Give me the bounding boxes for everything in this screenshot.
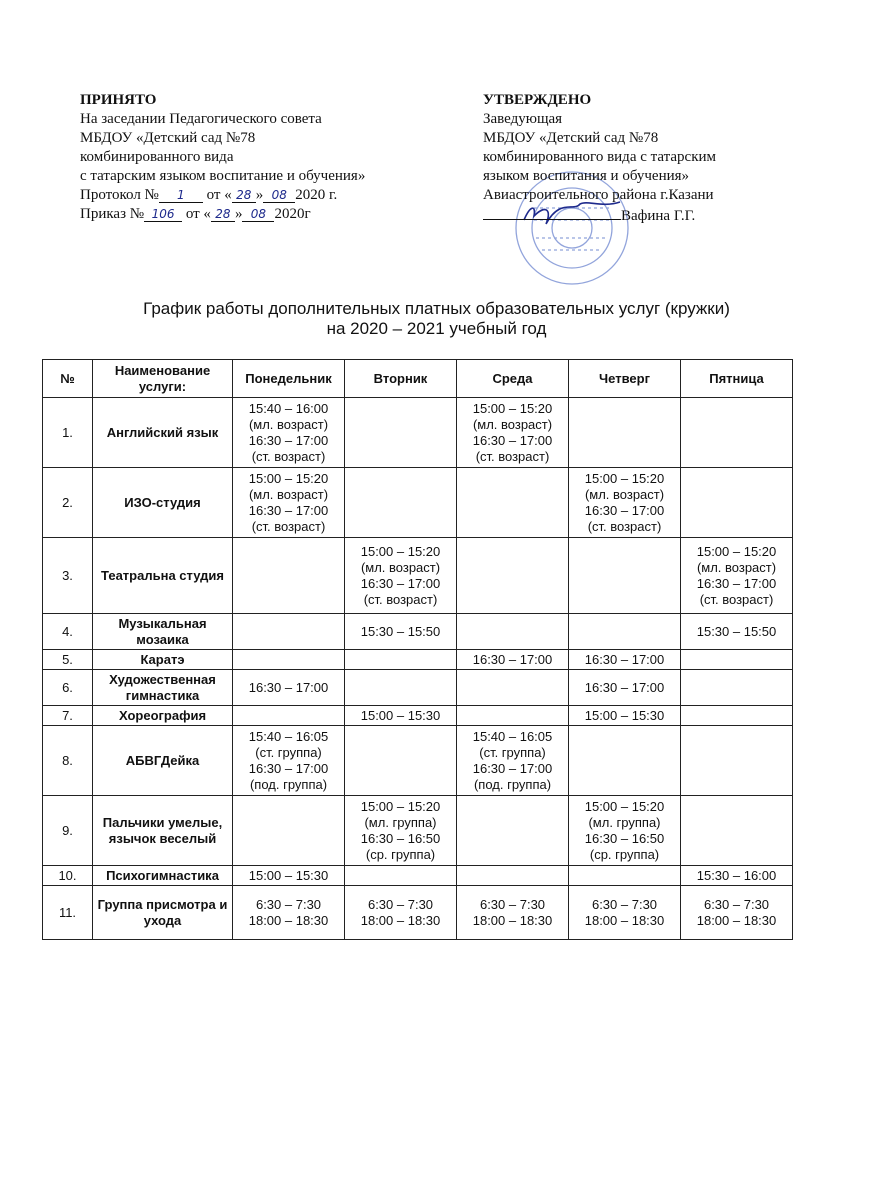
order-month: 08	[242, 207, 274, 222]
row-number: 3.	[43, 538, 93, 614]
row-number: 2.	[43, 468, 93, 538]
table-row	[43, 468, 793, 538]
row-number: 4.	[43, 614, 93, 650]
table-row	[43, 886, 793, 940]
service-name: Каратэ	[93, 650, 233, 670]
right-line-3: комбинированного вида с татарским	[483, 149, 716, 165]
schedule-cell-wednesday	[457, 538, 569, 614]
row-number: 6.	[43, 670, 93, 706]
schedule-cell-monday: 6:30 – 7:30 18:00 – 18:30	[233, 886, 345, 940]
order-day: 28	[211, 207, 235, 222]
schedule-cell-wednesday	[457, 796, 569, 866]
schedule-cell-friday: 15:30 – 16:00	[681, 866, 793, 886]
schedule-cell-wednesday: 6:30 – 7:30 18:00 – 18:30	[457, 886, 569, 940]
schedule-cell-wednesday	[457, 866, 569, 886]
right-line-1: Заведующая	[483, 111, 563, 127]
schedule-cell-thursday	[569, 866, 681, 886]
signer-name: Вафина Г.Г.	[621, 208, 696, 224]
protocol-number: 1	[159, 188, 203, 203]
protocol-line	[80, 186, 440, 205]
protocol-prefix: Протокол №	[80, 187, 159, 203]
service-name: Английский язык	[93, 398, 233, 468]
row-number: 9.	[43, 796, 93, 866]
schedule-cell-friday	[681, 726, 793, 796]
left-line-2: МБДОУ «Детский сад №78	[80, 130, 256, 146]
schedule-cell-friday: 15:30 – 15:50	[681, 614, 793, 650]
schedule-cell-wednesday: 15:00 – 15:20 (мл. возраст) 16:30 – 17:00 (ст. возраст)	[457, 398, 569, 468]
schedule-cell-tuesday: 15:00 – 15:30	[345, 706, 457, 726]
table-row	[43, 614, 793, 650]
table-row	[43, 670, 793, 706]
schedule-cell-thursday	[569, 726, 681, 796]
schedule-cell-wednesday: 15:40 – 16:05 (ст. группа) 16:30 – 17:00 (под. группа)	[457, 726, 569, 796]
schedule-cell-monday	[233, 650, 345, 670]
header-number: №	[43, 360, 93, 398]
service-name: Группа присмотра и ухода	[93, 886, 233, 940]
table-row	[43, 650, 793, 670]
table-row	[43, 706, 793, 726]
left-line-3: комбинированного вида	[80, 149, 234, 165]
schedule-cell-thursday	[569, 538, 681, 614]
schedule-cell-tuesday: 15:00 – 15:20 (мл. возраст) 16:30 – 17:00 (ст. возраст)	[345, 538, 457, 614]
row-number: 1.	[43, 398, 93, 468]
schedule-cell-tuesday	[345, 398, 457, 468]
schedule-cell-thursday: 6:30 – 7:30 18:00 – 18:30	[569, 886, 681, 940]
row-number: 7.	[43, 706, 93, 726]
header-friday: Пятница	[681, 360, 793, 398]
row-number: 11.	[43, 886, 93, 940]
table-header-row	[43, 360, 793, 398]
service-name: Хореография	[93, 706, 233, 726]
schedule-cell-monday: 15:00 – 15:30	[233, 866, 345, 886]
schedule-cell-friday	[681, 398, 793, 468]
schedule-cell-wednesday	[457, 706, 569, 726]
row-number: 5.	[43, 650, 93, 670]
document-title	[40, 299, 833, 339]
order-sep: »	[234, 206, 243, 222]
schedule-cell-wednesday	[457, 468, 569, 538]
order-prefix: Приказ №	[80, 206, 145, 222]
order-suffix: 2020г	[274, 206, 311, 222]
service-name: ИЗО-студия	[93, 468, 233, 538]
schedule-cell-friday: 6:30 – 7:30 18:00 – 18:30	[681, 886, 793, 940]
protocol-sep: »	[255, 187, 264, 203]
protocol-month: 08	[263, 188, 295, 203]
service-name: АБВГДейка	[93, 726, 233, 796]
schedule-cell-thursday	[569, 614, 681, 650]
header-tuesday: Вторник	[345, 360, 457, 398]
title-line-1: График работы дополнительных платных образовательных услуг (кружки)	[143, 299, 730, 318]
schedule-cell-wednesday	[457, 614, 569, 650]
service-name: Пальчики умелые, язычок веселый	[93, 796, 233, 866]
protocol-day: 28	[232, 188, 256, 203]
schedule-cell-tuesday	[345, 650, 457, 670]
service-name: Театральна студия	[93, 538, 233, 614]
schedule-cell-tuesday	[345, 468, 457, 538]
schedule-cell-monday: 15:00 – 15:20 (мл. возраст) 16:30 – 17:00 (ст. возраст)	[233, 468, 345, 538]
schedule-cell-thursday: 15:00 – 15:20 (мл. возраст) 16:30 – 17:00 (ст. возраст)	[569, 468, 681, 538]
order-line	[80, 205, 440, 224]
header-thursday: Четверг	[569, 360, 681, 398]
schedule-cell-wednesday	[457, 670, 569, 706]
schedule-cell-thursday: 16:30 – 17:00	[569, 650, 681, 670]
schedule-cell-tuesday: 15:00 – 15:20 (мл. группа) 16:30 – 16:50 (ср. группа)	[345, 796, 457, 866]
service-name: Художественная гимнастика	[93, 670, 233, 706]
schedule-cell-friday	[681, 468, 793, 538]
order-number: 106	[144, 207, 182, 222]
schedule-cell-tuesday	[345, 726, 457, 796]
left-approval-block	[80, 91, 440, 224]
schedule-cell-tuesday	[345, 866, 457, 886]
table-row	[43, 538, 793, 614]
protocol-suffix: 2020 г.	[295, 187, 338, 203]
protocol-mid: от «	[206, 187, 232, 203]
table-row	[43, 726, 793, 796]
schedule-cell-friday	[681, 670, 793, 706]
schedule-cell-monday: 15:40 – 16:00 (мл. возраст) 16:30 – 17:00 (ст. возраст)	[233, 398, 345, 468]
table-row	[43, 866, 793, 886]
left-line-4: с татарским языком воспитание и обучения»	[80, 168, 366, 184]
schedule-cell-wednesday: 16:30 – 17:00	[457, 650, 569, 670]
table-row	[43, 796, 793, 866]
service-name: Психогимнастика	[93, 866, 233, 886]
schedule-table	[42, 359, 793, 940]
schedule-cell-tuesday: 6:30 – 7:30 18:00 – 18:30	[345, 886, 457, 940]
right-line-2: МБДОУ «Детский сад №78	[483, 130, 659, 146]
row-number: 8.	[43, 726, 93, 796]
signature-underline	[483, 205, 621, 220]
left-line-1: На заседании Педагогического совета	[80, 111, 322, 127]
schedule-cell-monday	[233, 796, 345, 866]
schedule-cell-tuesday	[345, 670, 457, 706]
schedule-cell-monday: 16:30 – 17:00	[233, 670, 345, 706]
schedule-cell-thursday: 15:00 – 15:20 (мл. группа) 16:30 – 16:50 (ср. группа)	[569, 796, 681, 866]
header-monday: Понедельник	[233, 360, 345, 398]
table-row	[43, 398, 793, 468]
title-line-2: на 2020 – 2021 учебный год	[326, 319, 547, 338]
schedule-cell-thursday: 16:30 – 17:00	[569, 670, 681, 706]
left-approval-title: ПРИНЯТО	[80, 92, 157, 108]
signature-line	[483, 205, 783, 226]
right-line-5: Авиастроительного района г.Казани	[483, 187, 714, 203]
right-approval-title: УТВЕРЖДЕНО	[483, 92, 592, 108]
schedule-cell-monday	[233, 614, 345, 650]
row-number: 10.	[43, 866, 93, 886]
right-line-4: языком воспитания и обучения»	[483, 168, 690, 184]
header-wednesday: Среда	[457, 360, 569, 398]
order-mid: от «	[185, 206, 211, 222]
header-service-name: Наименование услуги:	[93, 360, 233, 398]
schedule-cell-monday: 15:40 – 16:05 (ст. группа) 16:30 – 17:00 (под. группа)	[233, 726, 345, 796]
schedule-cell-thursday: 15:00 – 15:30	[569, 706, 681, 726]
schedule-cell-friday	[681, 796, 793, 866]
schedule-cell-monday	[233, 706, 345, 726]
service-name: Музыкальная мозаика	[93, 614, 233, 650]
right-approval-block	[483, 91, 783, 226]
schedule-cell-friday	[681, 706, 793, 726]
schedule-cell-tuesday: 15:30 – 15:50	[345, 614, 457, 650]
schedule-cell-thursday	[569, 398, 681, 468]
schedule-cell-friday: 15:00 – 15:20 (мл. возраст) 16:30 – 17:00 (ст. возраст)	[681, 538, 793, 614]
schedule-cell-monday	[233, 538, 345, 614]
schedule-cell-friday	[681, 650, 793, 670]
